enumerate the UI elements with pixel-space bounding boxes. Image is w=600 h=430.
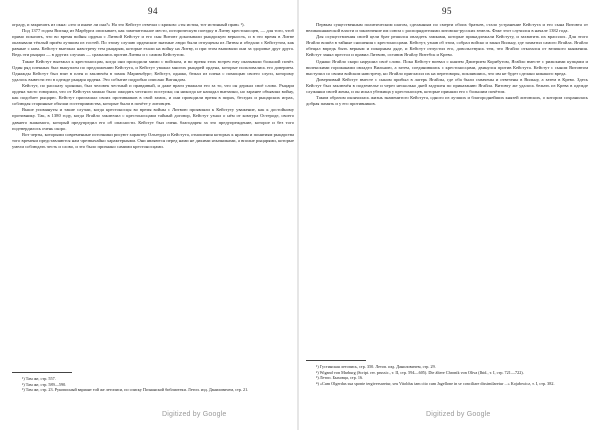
- paragraph: Кейстут, по рассказу хроники, был человек честный и правдивый, и даже враги уважали его за то, что он держал своё слово. Рыцари ордена часто говорили, что от Кейстута можно было ожидать честного поступка; он никогда не нападал внезапно, но заранее объявлял войну, как подобает рыцарю. Кейстут приглашал своих противников в свой замок, и они проводили время в пирах, беседах и рыцарских играх, соблюдая старинные обычаи гостеприимства, которые были в почёте у литовцев.: [12, 82, 294, 107]
- right-page: [306, 0, 588, 430]
- paragraph: Доверчивый Кейстут вместе с сыном прибыл в лагерь Ягайлы, где оба были схвачены и отвезены в Вильну, а затем в Крево. Здесь Кейстут был заключён в подземелье и через несколько дней задушен по приказанию Ягайла. Витовту же удалось бежать из Крева в одежде служанки своей жены, и он искал убежища у крестоносцев, которые приняли его с большим почётом.: [306, 76, 588, 95]
- page-number: 95: [442, 6, 452, 16]
- page-number: 94: [148, 6, 158, 16]
- google-logo: Google: [466, 411, 491, 418]
- google-logo: Google: [202, 411, 227, 418]
- book-gutter: [297, 0, 299, 430]
- paragraph: Вот черты, которыми современные источники рисуют характер Ольгерда и Кейстута, отношения которых к нравам и понятиям рыцарства того времени представляются нам чрезвычайно характерными. Они являются перед нами не дикими язычниками, а вполне рыцарями, которые умели соблюдать честь и слово, и это было признано самими крестоносцами.: [12, 131, 294, 149]
- footnotes: [306, 364, 588, 386]
- footnote: ¹) Густинская летопись, стр. 350. Летоп. изд. Даниловичем, стр. 29.: [316, 364, 436, 369]
- footnote: ³) Там же, стр. 23. Рукописный вариант той же летописи, по списку Познанской библиотеки. Летоп. изд. Даниловичем, стр. 21.: [22, 387, 249, 393]
- page-body: [306, 22, 588, 107]
- page-body: [12, 22, 294, 150]
- footnote: ²) Там же, стр. 589—590.: [22, 381, 67, 387]
- paragraph: ограду, и закричать из окна: «это и иначе ли она?» На это Кейстут отвечал с криком: «ты истин, тот истинный прав» ¹).: [12, 22, 245, 27]
- footnotes: [12, 376, 294, 393]
- paragraph: Первым существенным политическим шагом, сделанным по смерти обоих братьев, стало устранение Кейстута и его сына Витовта от великокняжеской власти и заключение им союза с распорядителями литовско-русских земель. Факт этот случился в начале 1382 года.: [306, 22, 588, 34]
- paragraph: Также Кейстут выезжал к крестоносцам, когда они проходили мимо с войском, и во время этих встреч ему оказывали большой почёт. Один ряд пленных был выкуплен по предложению Кейстута, и Кейстут уважал многих рыцарей ордена, которые пользовались его доверием. Однажды Кейстут был взят в плен и заключён в замок Мариенбург; Кейстут, однако, бежал из плена с помощью своего слуги, которому удалось вывести его в одежде рыцаря ордена. Это событие подробно описано Вигандом.: [12, 58, 294, 82]
- paragraph: Выше упомянуты и такие случаи, когда крестоносцы во время войны с Литвою проявляли к Кейстуту уважение, как к достойному противнику. Так, в 1380 году, когда Ягайло заключил с крестоносцами тайный договор, Кейстут узнал о нём от комтура Остероде, своего давнего знакомого, который предупредил его об опасности. Кейстут был очень благодарен за это предупреждение, которое и без того подтвердилось очень скоро.: [12, 107, 294, 131]
- footnote: ¹) Там же, стр. 557.: [22, 376, 56, 381]
- paragraph: Для осуществления своей цели брат решился овладеть замками, которые принадлежали Кейстуту, и захватить их врасплох. Для этого Ягайло вошёл в тайные сношения с крестоносцами. Кейстут, узнав об этом, собрал войско и занял Вильну, где захватил самого Ягайла. Ягайло обещал впредь быть верным и покорным дяде, и Кейстут отпустил его, довольствуясь тем, что Ягайло отказался от великого княжения. Кейстут занял престол и правил Литвою, оставив Ягайлу Витебск и Крево.: [306, 34, 588, 58]
- footnote: ⁴) «Cum Olgerdus sua sponte tergiversaretur, seu Vitoldus tam cito cum Jagellone in se conciliare dissimilaretur ...» Kojałowicz, т. I, стр. 382.: [316, 380, 555, 386]
- digitization-watermark: Digitized by Google: [426, 411, 491, 418]
- paragraph: Однако Ягайло скоро нарушил своё слово. Пока Кейстут воевал с князем Дмитрием Корибутом, Ягайло вместе с рижскими купцами и виленскими горожанами овладел Вильною, а затем, соединившись с крестоносцами, двинулся против Кейстута. Кейстут с сыном Витовтом выступил со своим войском навстречу, но Ягайло пригласил их на переговоры, поклявшись, что им не будет сделано никакого вреда.: [306, 58, 588, 76]
- paragraph: Таким образом окончилась жизнь знаменитого Кейстута, одного из лучших и благороднейших князей литовских, о котором сохранилась добрая память и у его противников.: [306, 95, 588, 107]
- footnote-divider: [12, 372, 72, 373]
- footnote-divider: [306, 360, 366, 361]
- left-page: [12, 0, 294, 430]
- paragraph: Под 1377 годом Виганд из Марбурга описывает, как замечательное место, историческую поездку в Литву крестоносцев, — для того, чтоб прямо показать, что во время войны ордена с Литвой Кейстут и его сын Витовт доказывали рыцарскую верность, и в это время в Литве оказывали тёплый приём лучшим из гостей. По этому случаю орденские знатные люди были отпущены из Литвы и обедали с Кейстутом, как равные с ним. Кейстут выезжал навстречу тем рыцарям, которые ехали на войну на Литву, и при этом выпивали они за здоровье друг друга. Ведь эти рыцари — в других случаях — сражались против Литвы и с самим Кейстутом.: [12, 28, 294, 58]
- footnote: ³) Летоп. Быховца, стр. 16.: [316, 375, 364, 381]
- digitization-watermark: Digitized by Google: [162, 411, 227, 418]
- footnote: ²) Wigand von Marburg (Script. rer. prussic., т. II, стр. 594—605). Die ältere Chronik von Oliva (Ibid., т. I, стр. 721—722).: [316, 369, 524, 375]
